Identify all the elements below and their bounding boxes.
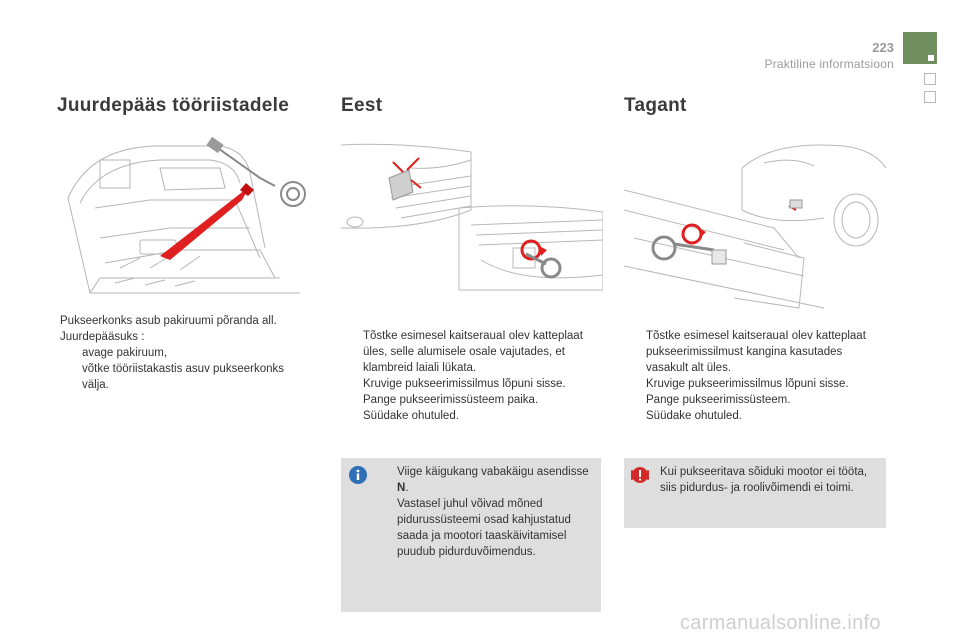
info-box: [341, 458, 601, 612]
gear-label: N: [397, 482, 406, 494]
chapter-title: Praktiline informatsioon: [764, 57, 894, 71]
list-item: Pange pukseerimissüsteem paika.: [363, 394, 539, 406]
tool-access-text: [60, 313, 310, 393]
list-item: Süüdake ohutuled.: [646, 410, 742, 422]
list-item: Tõstke esimesel kaitserauaI olev katteplaat pukseerimissilmust kangina kasutades vasakult alt üles.: [646, 330, 866, 374]
warning-text: Kui pukseeritava sõiduki mootor ei tööta, siis pidurdus- ja roolivõimendi ei toimi.: [660, 466, 868, 494]
info-text: [375, 464, 591, 560]
watermark: carmanualsonline.info: [680, 612, 881, 634]
list-item: Süüdake ohutuled.: [363, 410, 459, 422]
page-number: 223: [872, 40, 894, 55]
list-item: Kruvige pukseerimissilmus lõpuni sisse.: [363, 378, 566, 390]
rear-steps: [624, 328, 886, 424]
warning-icon: [630, 466, 650, 489]
list-item: võtke tööriistakastis asuv pukseerkonks välja.: [82, 363, 284, 391]
intro-line-1: Pukseerkonks asub pakiruumi põranda all.: [60, 315, 277, 327]
list-item: Kruvige pukseerimissilmus lõpuni sisse.: [646, 378, 849, 390]
heading-rear: Tagant: [624, 95, 687, 116]
list-item: avage pakiruum,: [82, 347, 168, 359]
front-steps: [341, 328, 603, 424]
warning-box: [624, 458, 886, 528]
chapter-tab[interactable]: [903, 32, 937, 64]
rear-bumper-illustration: [624, 138, 886, 318]
trunk-illustration: [60, 128, 318, 303]
heading-tool-access: Juurdepääs tööriistadele: [57, 95, 290, 116]
list-item: Pange pukseerimissüsteem.: [646, 394, 791, 406]
heading-front: Eest: [341, 95, 383, 116]
front-bumper-illustration: [341, 140, 603, 292]
info-icon: [349, 466, 367, 489]
chapter-tab-empty-1[interactable]: [924, 73, 936, 85]
list-item: Tõstke esimesel kaitserauaI olev katteplaat üles, selle alumisele osale vajutades, et klambreid laiali lükata.: [363, 330, 583, 374]
tab-marker: [928, 55, 934, 61]
chapter-tab-empty-2[interactable]: [924, 91, 936, 103]
intro-line-2: Juurdepääsuks :: [60, 331, 145, 343]
list-item: Viige käigukang vabakäigu asendisse N. Vastasel juhul võivad mõned pidurussüsteemi osad kahjustatud saada ja mootori taaskäivitamisel puudub pidurduvõimendus.: [397, 466, 589, 558]
